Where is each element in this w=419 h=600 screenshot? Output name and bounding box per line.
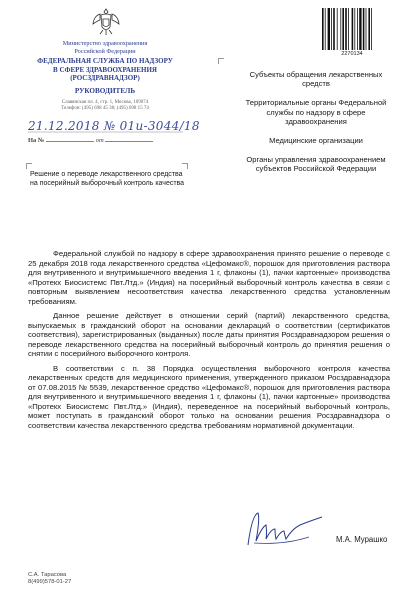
- barcode-image: [322, 8, 382, 50]
- recipients-block: [236, 70, 396, 184]
- agency-line: (РОСЗДРАВНАДЗОР): [70, 74, 140, 82]
- barcode-bar: [371, 8, 372, 50]
- barcode-bar: [340, 8, 341, 50]
- barcode-number: 2270134: [341, 51, 363, 57]
- letter-body: [28, 249, 390, 435]
- recipient-item: Территориальные органы Федеральной службы по надзору в сфере здравоохранения: [245, 98, 387, 126]
- bracket-mark: [182, 163, 188, 169]
- ministry-name: [30, 40, 180, 55]
- body-paragraph: Данное решение действует в отношении серий (партий) лекарственного средства, выпускаемых в гражданский оборот на основании деклараций о соответствии (сертификатов соответствия), зарегистрированных (выданных) после даты принятия Росздравнадзором решения о переводе лекарственного средства на посерийный выборочный контроль до принятия решения о снятии с посерийного выборочного контроля.: [28, 311, 390, 358]
- ot-blank: [105, 135, 153, 142]
- barcode-bar: [352, 8, 354, 50]
- recipient-item: Субъекты обращения лекарственных средств: [249, 70, 383, 89]
- agency-line: ФЕДЕРАЛЬНАЯ СЛУЖБА ПО НАДЗОРУ: [37, 57, 173, 65]
- barcode-bar: [359, 8, 361, 50]
- executor-name: С.А. Тарасова: [28, 572, 67, 578]
- body-paragraph: Федеральной службой по надзору в сфере здравоохранения принято решение о переводе с 25 декабря 2018 года лекарственного средства «Цефомакс®, порошок для приготовления раствора для внутривенного и внутримышечного введения 1 г, флаконы (1), пачки картонные» производства «Протекх Биосистемс Пвт.Лтд.» (Индия) на посерийный выборочный контроль качества в связи с повторным выявлением несоответствия качества лекарственного средства установленным требованиям.: [28, 249, 390, 306]
- coat-of-arms-icon: [91, 6, 121, 36]
- phone-line: Телефон: (495) 698 45 38; (495) 698 15 74: [61, 106, 149, 112]
- barcode-bar: [368, 8, 370, 50]
- executor-phone: 8(499)578-01-27: [28, 579, 72, 585]
- barcode-bar: [322, 8, 324, 50]
- barcode-bar: [342, 8, 344, 50]
- barcode-bar: [328, 8, 330, 50]
- bracket-mark: [218, 58, 224, 64]
- agency-line: В СФЕРЕ ЗДРАВООХРАНЕНИЯ: [53, 65, 157, 74]
- barcode-bar: [354, 8, 355, 50]
- recipient-item: Органы управления здравоохранением субъектов Российской Федерации: [246, 155, 386, 174]
- barcode-bar: [325, 8, 326, 50]
- ot-label: от: [95, 137, 104, 144]
- agency-name: [28, 57, 182, 83]
- bracket-mark: [26, 163, 32, 169]
- registration-date-number: 21.12.2018 № 01и-3044/18: [28, 119, 200, 133]
- address-block: [30, 100, 180, 112]
- ministry-line: Министерство здравоохранения: [62, 40, 148, 47]
- reply-reference: [28, 135, 153, 144]
- executor-info: [28, 572, 71, 586]
- reg-underline: [28, 131, 183, 133]
- ministry-line: Российской Федерации: [74, 47, 136, 55]
- barcode-bar: [366, 8, 367, 50]
- barcode-bar: [331, 8, 332, 50]
- subject-line: Решение о переводе лекарственного средства на посерийный выборочный контроль качества: [30, 171, 185, 187]
- position-title: РУКОВОДИТЕЛЬ: [74, 87, 136, 95]
- body-paragraph: В соответствии с п. 38 Порядка осуществления выборочного контроля качества лекарственных средств для медицинского применения, утвержденного приказом Росздравнадзора от 07.08.2015 № 5539, лекарственное средство «Цефомакс®, порошок для приготовления раствора для внутривенного и внутримышечного введения 1 г, флаконы (1), пачки картонные» производства «Протекх Биосистемс Пвт.Лтд.» (Индия), переведенное на посерийный выборочный контроль, может поступать в гражданский оборот только на основании решения Росздравнадзора о соответствии качества лекарственного средства требованиям нормативной документации.: [28, 363, 390, 430]
- barcode-bar: [337, 8, 338, 50]
- na-blank: [46, 135, 94, 142]
- barcode-bar: [345, 8, 347, 50]
- na-label: На №: [28, 137, 45, 144]
- recipient-item: Медицинские организации: [269, 136, 363, 146]
- barcode-bar: [348, 8, 349, 50]
- address-line: Славянская пл. 4, стр. 1, Москва, 109074: [61, 100, 149, 105]
- barcode-bar: [357, 8, 358, 50]
- barcode-bar: [363, 8, 365, 50]
- handwritten-signature: [240, 505, 330, 553]
- signer-name: М.А. Мурашко: [336, 535, 388, 544]
- barcode-bar: [333, 8, 335, 50]
